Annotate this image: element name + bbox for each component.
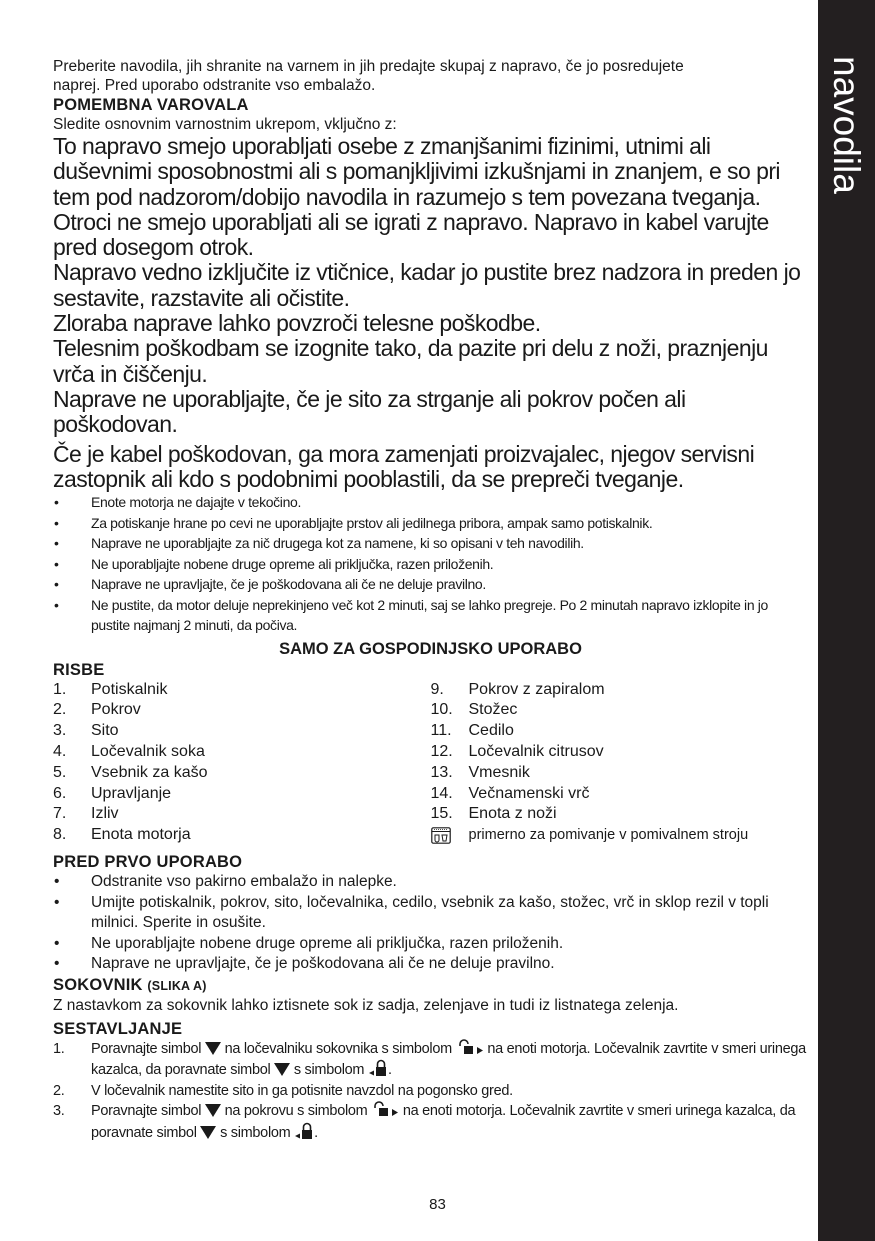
warning-text: Zloraba naprave lahko povzroči telesne poškodbe.: [53, 310, 541, 337]
list-item: 12. Ločevalnik citrusov: [430, 743, 604, 761]
list-item: 3. Sito: [53, 722, 119, 740]
assembly-title: SESTAVLJANJE: [53, 1019, 183, 1038]
unlock-icon: [371, 1101, 399, 1117]
list-item: • Odstranite vso pakirno embalažo in nalepke.: [53, 872, 808, 893]
warnings: [53, 134, 808, 492]
list-item: 14. Večnamenski vrč: [430, 784, 590, 802]
assembly-steps: [53, 1039, 808, 1144]
warning-text: Naprave ne uporabljajte, če je sito za strganje ali pokrov počen ali poškodovan.: [53, 385, 686, 438]
before-first-use-list: [53, 872, 808, 975]
warning-text: Otroci ne smejo uporabljati ali se igrati z napravo. Napravo in kabel varujte pred dosegom otrok.: [53, 208, 769, 261]
list-item: 13. Vmesnik: [430, 763, 530, 781]
list-item: 1. Potiskalnik: [53, 680, 168, 698]
list-item: 9. Pokrov z zapiralom: [430, 680, 605, 698]
list-item: • Naprave ne upravljajte, če je poškodovana ali če ne deluje pravilno.: [53, 954, 808, 975]
household-notice: SAMO ZA GOSPODINJSKO UPORABO: [279, 639, 582, 658]
juicer-text: Z nastavkom za sokovnik lahko iztisnete sok iz sadja, zelenjave in tudi iz listnatega zelenja.: [53, 996, 679, 1014]
down-triangle-icon: [200, 1126, 216, 1139]
parts-column-left: [53, 680, 431, 846]
lock-icon: [368, 1059, 388, 1076]
list-item: 10. Stožec: [430, 701, 518, 719]
safety-title: POMEMBNA VAROVALA: [53, 96, 249, 114]
intro-line: Preberite navodila, jih shranite na varnem in jih predajte skupaj z napravo, če jo posredujete: [53, 58, 684, 75]
side-tab-label: navodila: [826, 56, 867, 194]
list-item: 11. Cedilo: [430, 722, 514, 740]
list-item: 5. Vsebnik za kašo: [53, 763, 208, 781]
juicer-title: SOKOVNIK (SLIKA A): [53, 975, 207, 994]
dishwasher-note-text: primerno za pomivanje v pomivalnem stroju: [468, 827, 749, 844]
safety-bullets: [53, 492, 808, 636]
warning-text: Telesnim poškodbam se izognite tako, da pazite pri delu z noži, praznjenju vrča in čiščenju.: [53, 335, 768, 387]
down-triangle-icon: [205, 1042, 221, 1055]
warning-text: To napravo smejo uporabljati osebe z zmanjšanimi fizinimi, utnimi ali duševnimi sposobnostmi ali s pomanjkljivimi izkušnjami in znanjem, e so pri tem pod nadzorom/dobijo navodila in razumejo s tem povezana tveganja.: [53, 133, 780, 210]
unlock-icon: [456, 1039, 484, 1055]
dishwasher-note: [431, 825, 809, 846]
list-item: • Naprave ne upravljajte, če je poškodovana ali če ne deluje pravilno.: [53, 574, 808, 595]
list-item: 8. Enota motorja: [53, 826, 191, 844]
juicer-subtitle: (SLIKA A): [147, 978, 207, 993]
list-item: • Ne pustite, da motor deluje neprekinjeno več kot 2 minuti, saj se lahko pregreje. Po 2 minutah napravo izklopite in jo pustite najmanj 2 minuti, da počiva.: [53, 595, 808, 636]
page-content: [53, 57, 808, 1143]
safety-lead: Sledite osnovnim varnostnim ukrepom, vključno z:: [53, 116, 397, 133]
list-item: • Enote motorja ne dajajte v tekočino.: [53, 492, 808, 513]
list-item: • Umijte potiskalnik, pokrov, sito, ločevalnika, cedilo, vsebnik za kašo, stožec, vrč in sklop rezil v topli milnici. Sperite in osušite.: [53, 893, 808, 934]
down-triangle-icon: [205, 1104, 221, 1117]
before-first-use-title: PRED PRVO UPORABO: [53, 853, 243, 872]
list-item: 4. Ločevalnik soka: [53, 743, 205, 761]
list-item: • Za potiskanje hrane po cevi ne uporabljajte prstov ali jedilnega pribora, ampak samo potiskalnik.: [53, 513, 808, 534]
lock-icon: [294, 1122, 314, 1139]
list-item: 1. Poravnajte simbol na ločevalniku sokovnika s simbolom na enoti motorja. Ločevalnik zavrtite v smeri urinega kazalca, da poravnate simbol s simbolom .: [53, 1040, 806, 1079]
list-item: • Ne uporabljajte nobene druge opreme ali priključka, razen priloženih.: [53, 554, 808, 575]
list-item: 7. Izliv: [53, 805, 119, 823]
warning-text: Napravo vedno izključite iz vtičnice, kadar jo pustite brez nadzora in preden jo sestavite, razstavite ali očistite.: [53, 259, 801, 311]
list-item: 6. Upravljanje: [53, 784, 172, 802]
parts-column-right: [431, 680, 809, 846]
dishwasher-safe-icon: [431, 827, 469, 844]
list-item: 2. Pokrov: [53, 701, 141, 719]
list-item: • Ne uporabljajte nobene druge opreme ali priključka, razen priloženih.: [53, 934, 808, 955]
list-item: • Naprave ne uporabljajte za nič drugega kot za namene, ki so opisani v teh navodilih.: [53, 533, 808, 554]
drawings-title: RISBE: [53, 660, 105, 679]
list-item: 15. Enota z noži: [430, 805, 557, 823]
down-triangle-icon: [274, 1063, 290, 1076]
warning-text: Če je kabel poškodovan, ga mora zamenjati proizvajalec, njegov servisni zastopnik ali kdo s podobnimi pooblastili, da se prepreči tveganje.: [53, 440, 755, 492]
parts-list: [53, 680, 808, 846]
list-item: 2. V ločevalnik namestite sito in ga potisnite navzdol na pogonsko gred.: [53, 1082, 513, 1099]
page-number: 83: [429, 1196, 446, 1213]
list-item: 3. Poravnajte simbol na pokrovu s simbolom na enoti motorja. Ločevalnik zavrtite v smeri urinega kazalca, da poravnate simbol s simbolom .: [53, 1103, 796, 1141]
intro-line: naprej. Pred uporabo odstranite vso embalažo.: [53, 77, 376, 94]
